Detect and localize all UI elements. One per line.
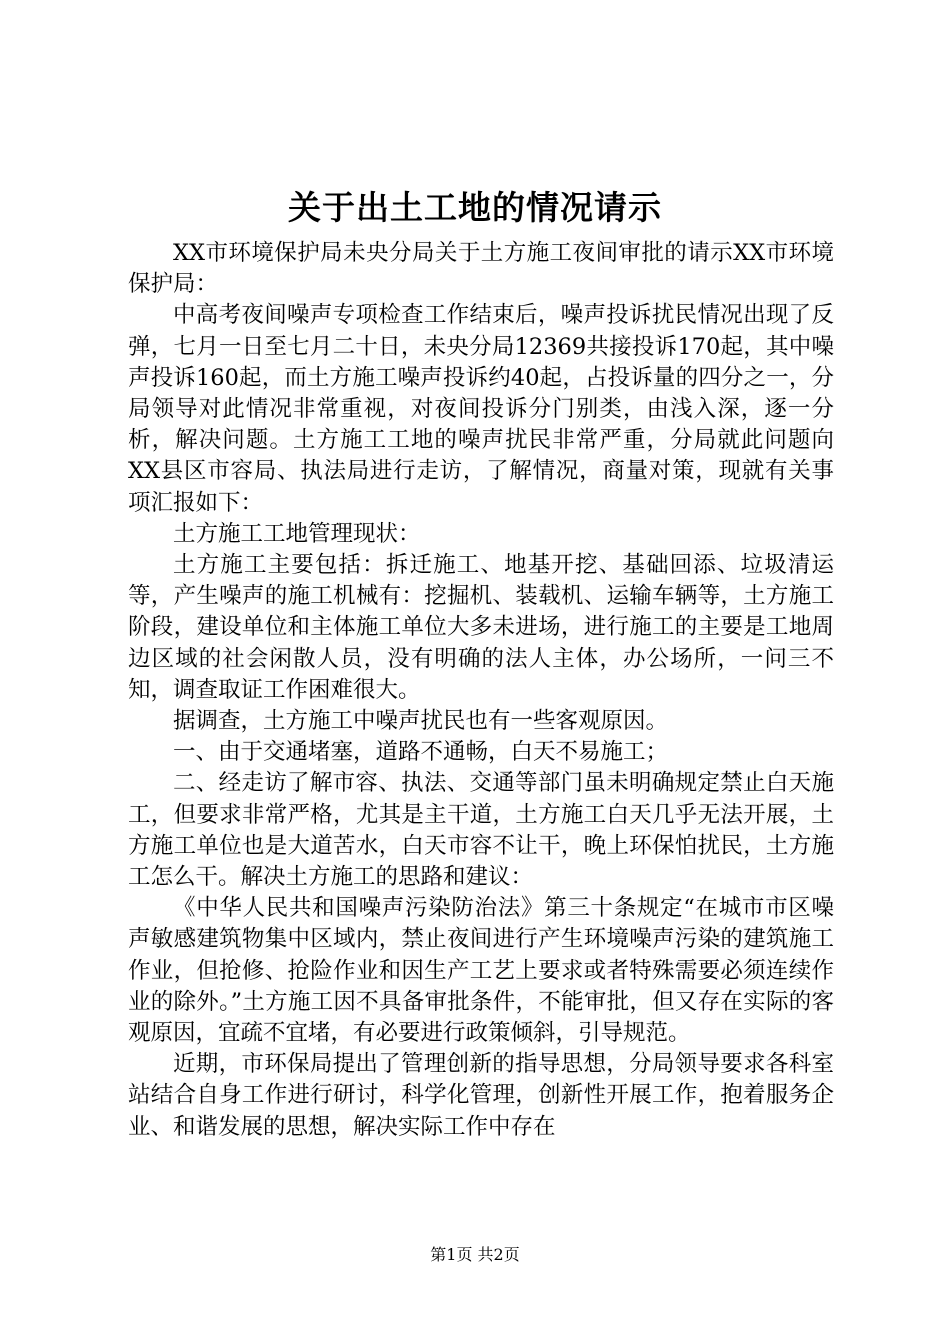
paragraph-heading-status: 土方施工工地管理现状： <box>173 520 421 547</box>
paragraph-law: 《中华人民共和国噪声污染防治法》第三十条规定“在城市市区噪声敏感建筑物集中区域内，禁止夜间进行产生环境噪声污染的建筑施工作业，但抢修、抢险作业和因生产工艺上要求或者特殊需要必须连续作业的除外。”土方施工因不具备审批条件，不能审批，但又存在实际的客观原因，宜疏不宜堵，有必要进行政策倾斜，引导规范。 <box>128 895 834 1047</box>
paragraph-survey: 据调查，土方施工中噪声扰民也有一些客观原因。 <box>173 708 669 735</box>
page-footer: 第1页 共2页 <box>430 1245 520 1264</box>
paragraph-reason-two: 二、经走访了解市容、执法、交通等部门虽未明确规定禁止白天施工，但要求非常严格，尤其是主干道，土方施工白天几乎无法开展，土方施工单位也是大道苦水，白天市容不让干，晚上环保怕扰民，土方施工怎么干。解决土方施工的思路和建议： <box>128 770 834 891</box>
document-body <box>128 238 834 1143</box>
paragraph-background: 中高考夜间噪声专项检查工作结束后，噪声投诉扰民情况出现了反弹，七月一日至七月二十日，未央分局12369共接投诉170起，其中噪声投诉160起，而土方施工噪声投诉约40起，占投诉量的四分之一，分局领导对此情况非常重视，对夜间投诉分门别类，由浅入深，逐一分析，解决问题。土方施工工地的噪声扰民非常严重，分局就此问题向XX县区市容局、执法局进行走访，了解情况，商量对策，现就有关事项汇报如下： <box>128 302 834 516</box>
document-title: 关于出土工地的情况请示 <box>288 188 662 227</box>
paragraph-recent: 近期，市环保局提出了管理创新的指导思想，分局领导要求各科室站结合自身工作进行研讨，科学化管理，创新性开展工作，抱着服务企业、和谐发展的思想，解决实际工作中存在 <box>128 1051 834 1140</box>
paragraph-status-detail: 土方施工主要包括：拆迁施工、地基开挖、基础回添、垃圾清运等，产生噪声的施工机械有：挖掘机、装载机、运输车辆等，土方施工阶段，建设单位和主体施工单位大多未进场，进行施工的主要是工地周边区域的社会闲散人员，没有明确的法人主体，办公场所，一问三不知，调查取证工作困难很大。 <box>128 552 834 703</box>
paragraph-addressee: XX市环境保护局未央分局关于土方施工夜间审批的请示XX市环境保护局： <box>128 240 834 298</box>
paragraph-reason-one: 一、由于交通堵塞，道路不通畅，白天不易施工； <box>173 739 669 766</box>
